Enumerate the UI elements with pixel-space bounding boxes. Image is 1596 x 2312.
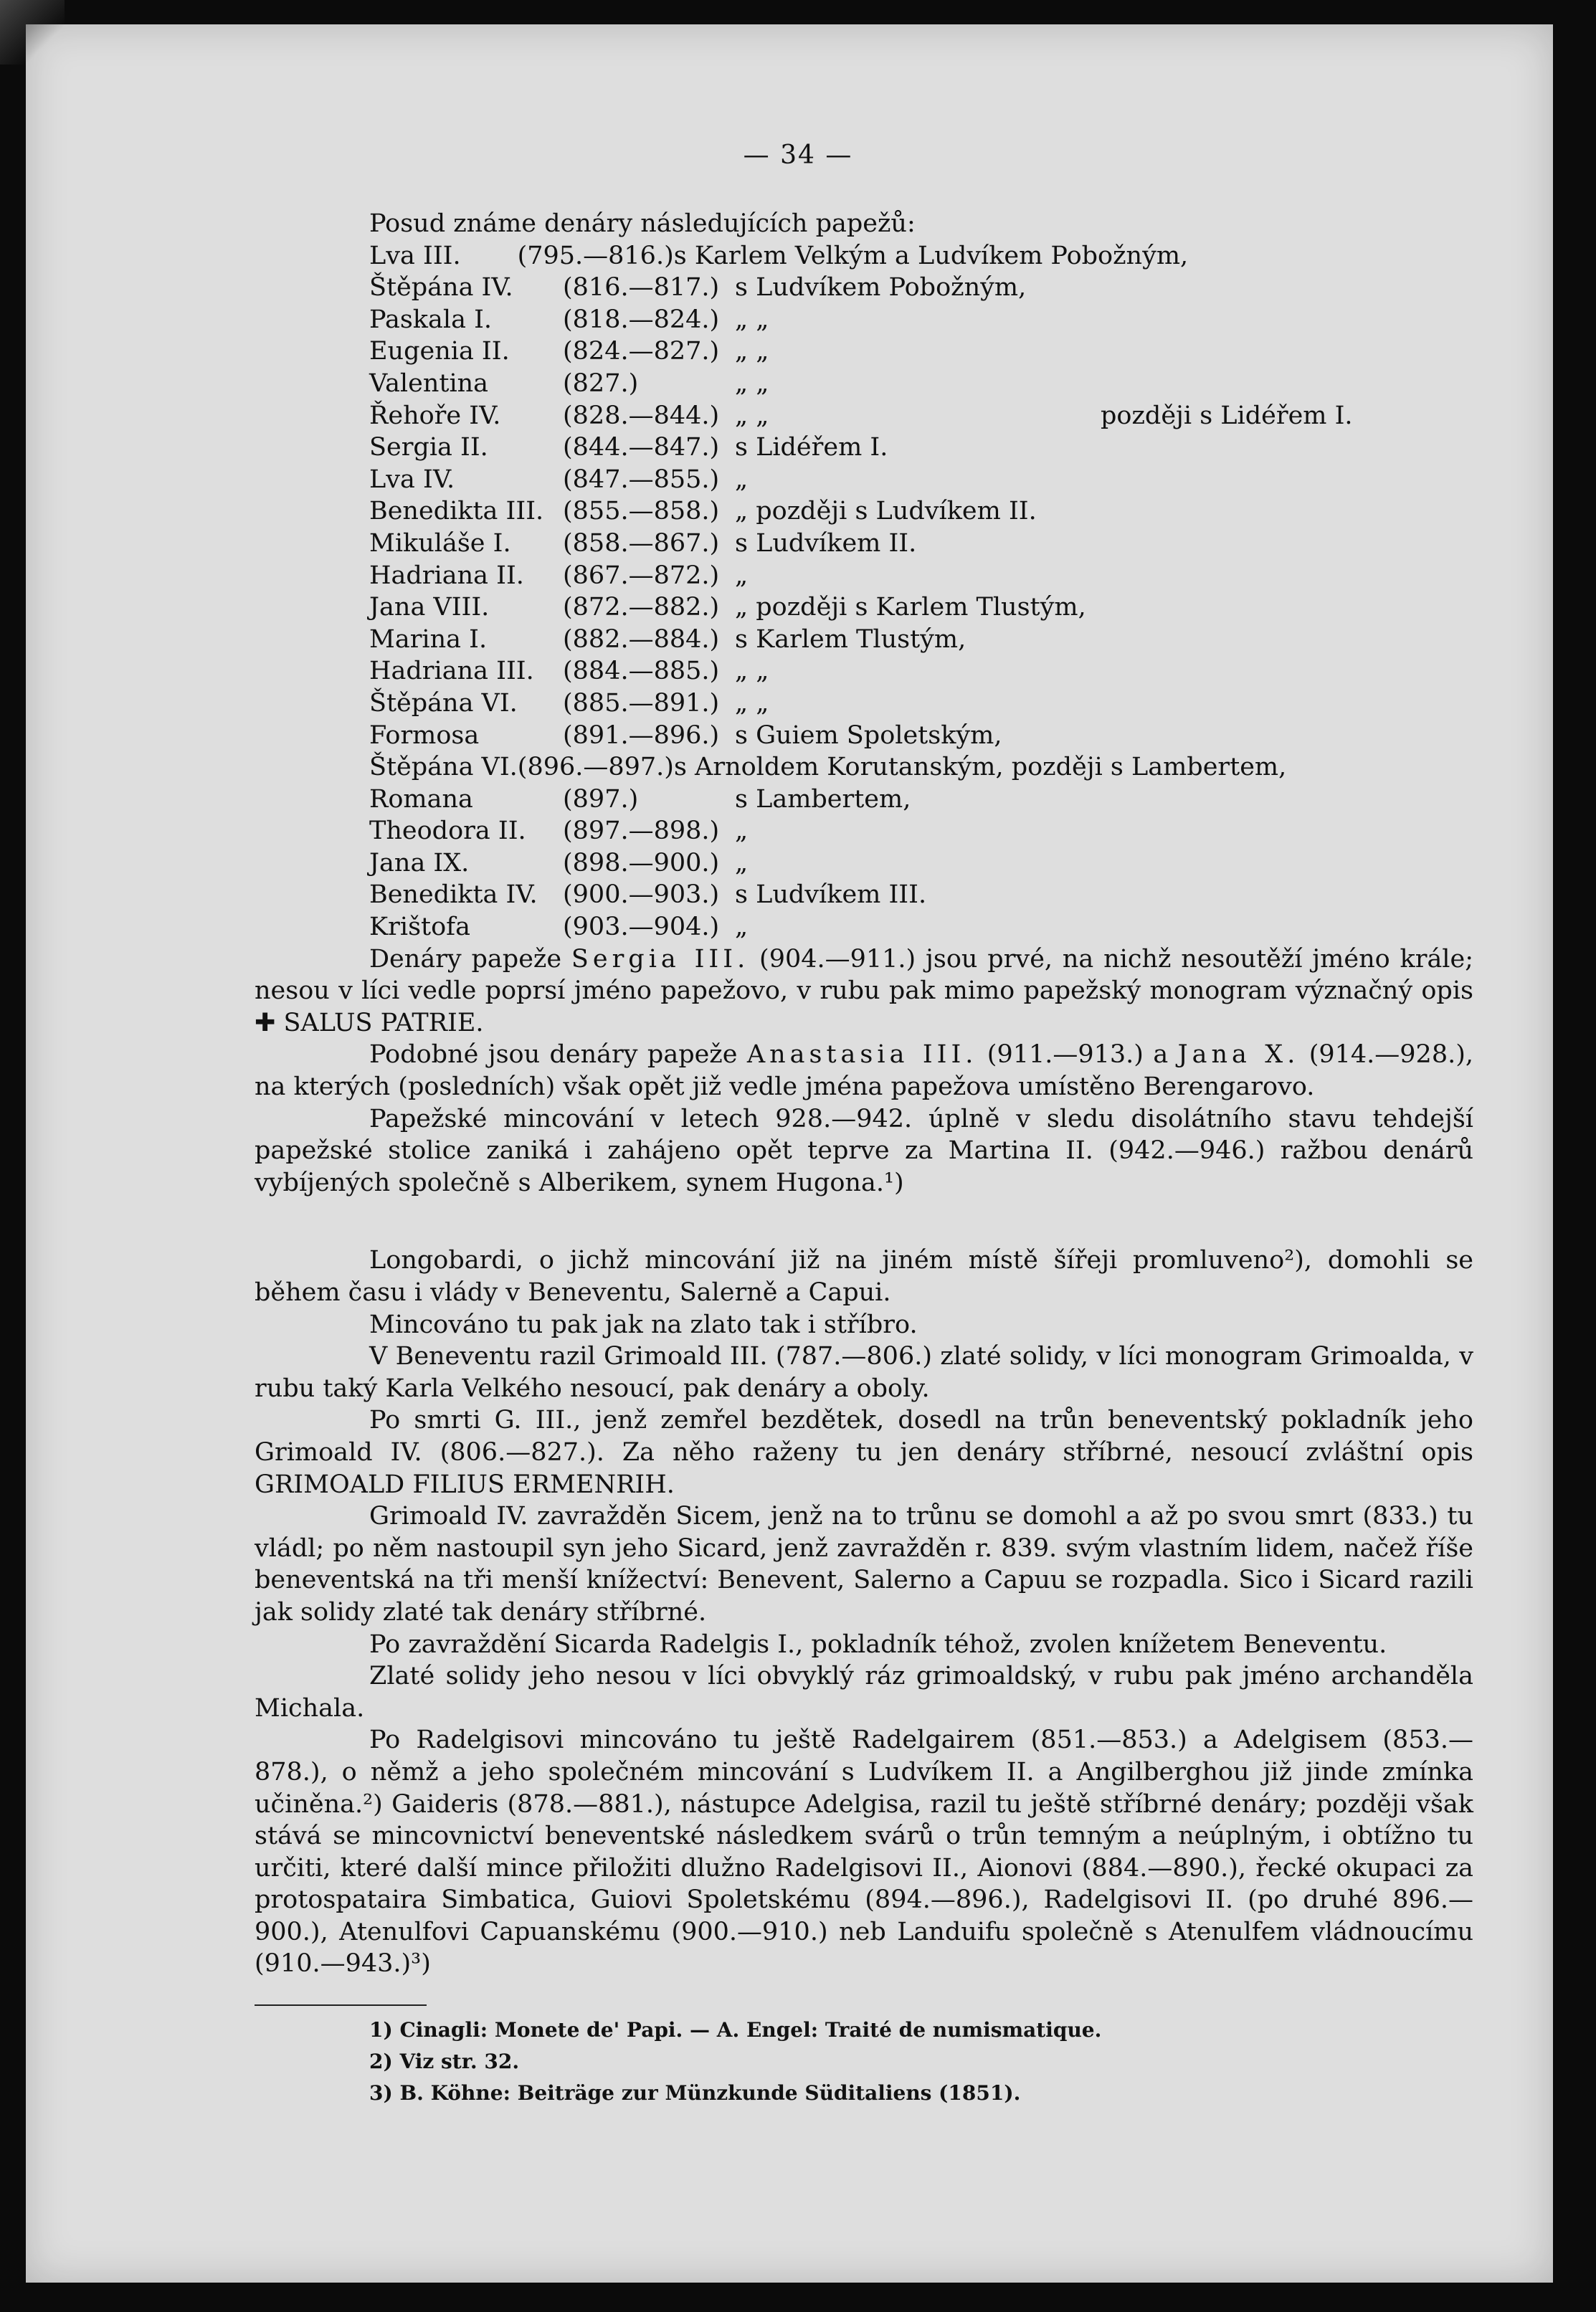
reign-name: Štěpána VI.: [369, 688, 518, 718]
paragraph-gold-silver: Mincováno tu pak jak na zlato tak i stříbro.: [369, 1310, 918, 1339]
reign-partner: „ „: [735, 305, 769, 334]
paragraph-radelgis: Po zavraždění Sicarda Radelgis I., pokladník téhož, zvolen knížetem Beneventu.: [369, 1630, 1387, 1659]
reign-name: Benedikta IV.: [369, 880, 538, 910]
reign-row: [369, 495, 1473, 528]
reign-name: Benedikta III.: [369, 497, 544, 526]
paragraph-later-rulers: Po Radelgisovi mincováno tu ještě Radelgairem (851.—853.) a Adelgisem (853.—878.), o němž a jeho společném mincování s Ludvíkem II. a Angilberghou již jinde zmínka učiněna.²) Gaideris (878.—881.), nástupce Adelgisa, razil tu ještě stříbrné denáry; později však stává se mincovnictví beneventské následkem svárů o trůn temným a neúplným, i obtížno tu určiti, které další mince přiložiti dlužno Radelgisovi II., Aionovi (884.—890.), řecké okupaci za protospataira Simbatica, Guiovi Spoletskému (894.—896.), Radelgisovi II. (po druhé 896.—900.), Atenulfovi Capuanskému (900.—910.) neb Landuifu společně s Atenulfem vládnoucímu (910.—943.)³): [255, 1726, 1473, 1979]
reign-later: [1101, 304, 1473, 336]
reign-row: [369, 879, 1473, 911]
reign-dates: (844.—847.): [563, 433, 720, 462]
reign-dates: (897.): [563, 784, 639, 814]
footnote-3: 3) B. Köhne: Beiträge zur Münzkunde Süditaliens (1851).: [369, 2081, 1021, 2106]
scan-corner-shadow: [0, 0, 65, 65]
reign-row: [369, 400, 1473, 432]
reign-name: Romana: [369, 784, 473, 814]
reign-dates: (903.—904.): [563, 913, 720, 942]
reign-later: [1101, 591, 1473, 624]
reign-name: Lva III.: [369, 241, 461, 270]
reign-name: Štěpána IV.: [369, 273, 513, 303]
reign-partner: s Guiem Spoletským,: [735, 720, 1002, 750]
reign-dates: (896.—897.): [517, 753, 674, 782]
reign-name: Mikuláše I.: [369, 528, 511, 558]
reign-row: [369, 560, 1473, 592]
reign-partner: „: [735, 913, 749, 942]
reign-partner: s Karlem Velkým a Ludvíkem Pobožným,: [673, 241, 1189, 270]
page-number: — 34 —: [743, 141, 853, 170]
reign-dates: (882.—884.): [563, 624, 720, 654]
p2-pope-name-1: Anastasia III.: [746, 1040, 978, 1070]
reign-later: [1101, 560, 1473, 592]
p2-text-c: (914.—928.), na kterých (posledních) však opět již vedle jména papežova umístěno Berengarovo.: [255, 1040, 1473, 1102]
reign-row: [369, 784, 1473, 816]
reign-partner: „: [735, 817, 749, 846]
paragraph-sergius: [255, 943, 1473, 1040]
reign-partner: „ později s Ludvíkem II.: [735, 497, 1037, 526]
reign-later: [1101, 336, 1473, 368]
reign-later: [1188, 240, 1473, 272]
reign-partner: „ „: [735, 688, 769, 718]
reign-name: Štěpána VI.: [369, 753, 518, 782]
reign-later: [1286, 751, 1473, 784]
reign-name: Jana IX.: [369, 848, 470, 877]
reign-partner: s Karlem Tlustým,: [735, 624, 966, 654]
paragraph-minting-gap: Papežské mincování v letech 928.—942. úplně v sledu disolátního stavu tehdejší papežské stolice zaniká i zahájeno opět teprve za Martina II. (942.—946.) ražbou denárů vybíjených společně s Alberikem, synem Hugona.¹): [255, 1104, 1473, 1197]
reign-name: Valentina: [369, 368, 489, 398]
reign-dates: (847.—855.): [563, 465, 720, 494]
reign-dates: (795.—816.): [517, 241, 674, 270]
reign-partner: s Ludvíkem III.: [735, 880, 927, 910]
reign-name: Paskala I.: [369, 305, 493, 334]
reign-row: [369, 464, 1473, 496]
list-intro: Posud známe denáry následujících papežů:: [369, 209, 916, 238]
reign-name: Sergia II.: [369, 433, 488, 462]
reign-dates: (818.—824.): [563, 305, 720, 334]
p2-pope-name-2: Jana X.: [1177, 1040, 1300, 1070]
reign-row: [369, 751, 1473, 784]
reign-row: [369, 304, 1473, 336]
reign-list: [369, 240, 1473, 943]
reign-row: [369, 528, 1473, 560]
reign-name: Krištofa: [369, 913, 470, 942]
reign-later: [1101, 464, 1473, 496]
reign-later: [1101, 655, 1473, 688]
reign-row: [369, 847, 1473, 880]
paragraph-longobards: Longobardi, o jichž mincování již na jiném místě šířeji promluveno²), domohli se během času i vlády v Beneventu, Salerně a Capui.: [255, 1246, 1473, 1307]
reign-later: [1101, 272, 1473, 304]
reign-name: Hadriana II.: [369, 561, 524, 590]
reign-dates: (885.—891.): [563, 688, 720, 718]
p2-text-b: (911.—913.) a: [977, 1040, 1178, 1070]
reign-later: [1101, 720, 1473, 752]
reign-later: [1101, 528, 1473, 560]
reign-dates: (891.—896.): [563, 720, 720, 750]
reign-later: [1101, 688, 1473, 720]
reign-partner: s Ludvíkem Pobožným,: [735, 273, 1027, 303]
reign-partner: „ „: [735, 401, 769, 430]
reign-row: [369, 432, 1473, 464]
reign-dates: (858.—867.): [563, 528, 720, 558]
paragraph-anastasius: [255, 1039, 1473, 1103]
reign-partner: „ „: [735, 368, 769, 398]
reign-row: [369, 336, 1473, 368]
reign-row: [369, 815, 1473, 847]
reign-later: [1101, 432, 1473, 464]
reign-dates: (900.—903.): [563, 880, 720, 910]
reign-row: [369, 272, 1473, 304]
reign-dates: (828.—844.): [563, 401, 720, 430]
reign-row: [369, 720, 1473, 752]
reign-dates: (872.—882.): [563, 593, 720, 622]
reign-dates: (884.—885.): [563, 657, 720, 686]
reign-dates: (827.): [563, 368, 639, 398]
paragraph-sico-sicard: Grimoald IV. zavražděn Sicem, jenž na to trůnu se domohl a až po svou smrt (833.) tu vládl; po něm nastoupil syn jeho Sicard, jenž zavražděn r. 839. svým vlastním lidem, načež říše beneventská na tři menší knížectví: Benevent, Salerno a Capuu se rozpadla. Sico i Sicard razili jak solidy zlaté tak denáry stříbrné.: [255, 1502, 1473, 1627]
reign-later: [1101, 911, 1473, 943]
reign-partner: s Arnoldem Korutanským, později s Lambertem,: [673, 753, 1287, 782]
reign-name: Theodora II.: [369, 817, 526, 846]
reign-partner: s Lambertem,: [735, 784, 911, 814]
reign-name: Řehoře IV.: [369, 401, 501, 430]
reign-dates: (897.—898.): [563, 817, 720, 846]
reign-partner: „: [735, 561, 749, 590]
reign-partner: „: [735, 465, 749, 494]
reign-name: Marina I.: [369, 624, 488, 654]
paragraph-solidi: Zlaté solidy jeho nesou v líci obvyklý ráz grimoaldský, v rubu pak jméno archanděla Michala.: [255, 1662, 1473, 1723]
reign-partner: s Lidéřem I.: [735, 433, 888, 462]
reign-partner: „: [735, 848, 749, 877]
p2-text-a: Podobné jsou denáry papeže: [369, 1040, 747, 1070]
reign-later: [1101, 815, 1473, 847]
footnote-2: 2) Viz str. 32.: [369, 2050, 520, 2074]
reign-partner: „ „: [735, 657, 769, 686]
reign-later: [1101, 784, 1473, 816]
reign-dates: (816.—817.): [563, 273, 720, 303]
paragraph-grimoald-iv: Po smrti G. III., jenž zemřel bezdětek, dosedl na trůn beneventský pokladník jeho Grimoald IV. (806.—827.). Za něho raženy tu jen denáry stříbrné, nesoucí zvláštní opis GRIMOALD FILIUS ERMENRIH.: [255, 1406, 1473, 1499]
reign-row: [369, 655, 1473, 688]
reign-row: [369, 624, 1473, 656]
reign-later: [1101, 847, 1473, 880]
reign-row: [369, 368, 1473, 400]
reign-partner: „ „: [735, 337, 769, 366]
reign-later: [1101, 624, 1473, 656]
reign-dates: (898.—900.): [563, 848, 720, 877]
reign-row: [369, 591, 1473, 624]
footnote-1: 1) Cinagli: Monete de' Papi. — A. Engel: Traité de numismatique.: [369, 2018, 1102, 2042]
p1-text-a: Denáry papeže: [369, 944, 571, 974]
p1-text-b: (904.—911.) jsou prvé, na nichž nesoutěží jméno krále; nesou v líci vedle poprsí jméno papežovo, v rubu pak mimo papežský monogram význačný opis ✚ SALUS PATRIE.: [255, 944, 1474, 1037]
reign-name: Lva IV.: [369, 465, 455, 494]
reign-dates: (867.—872.): [563, 561, 720, 590]
reign-name: Eugenia II.: [369, 337, 510, 366]
reign-later: [1101, 495, 1473, 528]
reign-later: [1101, 879, 1473, 911]
reign-row: [369, 688, 1473, 720]
reign-dates: (824.—827.): [563, 337, 720, 366]
reign-later: později s Lidéřem I.: [1101, 401, 1353, 430]
reign-row: [369, 911, 1473, 943]
p1-pope-name: Sergia III.: [571, 944, 750, 974]
reign-name: Jana VIII.: [369, 593, 490, 622]
reign-partner: s Ludvíkem II.: [735, 528, 917, 558]
reign-partner: „ později s Karlem Tlustým,: [735, 593, 1086, 622]
paragraph-grimoald-iii: V Beneventu razil Grimoald III. (787.—806.) zlaté solidy, v líci monogram Grimoalda, v rubu taký Karla Velkého nesoucí, pak denáry a oboly.: [255, 1342, 1473, 1403]
reign-later: [1101, 368, 1473, 400]
page-content: [255, 208, 1473, 2109]
reign-dates: (855.—858.): [563, 497, 720, 526]
reign-row: [369, 240, 1473, 272]
footnote-divider: [255, 2004, 427, 2006]
reign-name: Hadriana III.: [369, 657, 534, 686]
reign-name: Formosa: [369, 720, 480, 750]
